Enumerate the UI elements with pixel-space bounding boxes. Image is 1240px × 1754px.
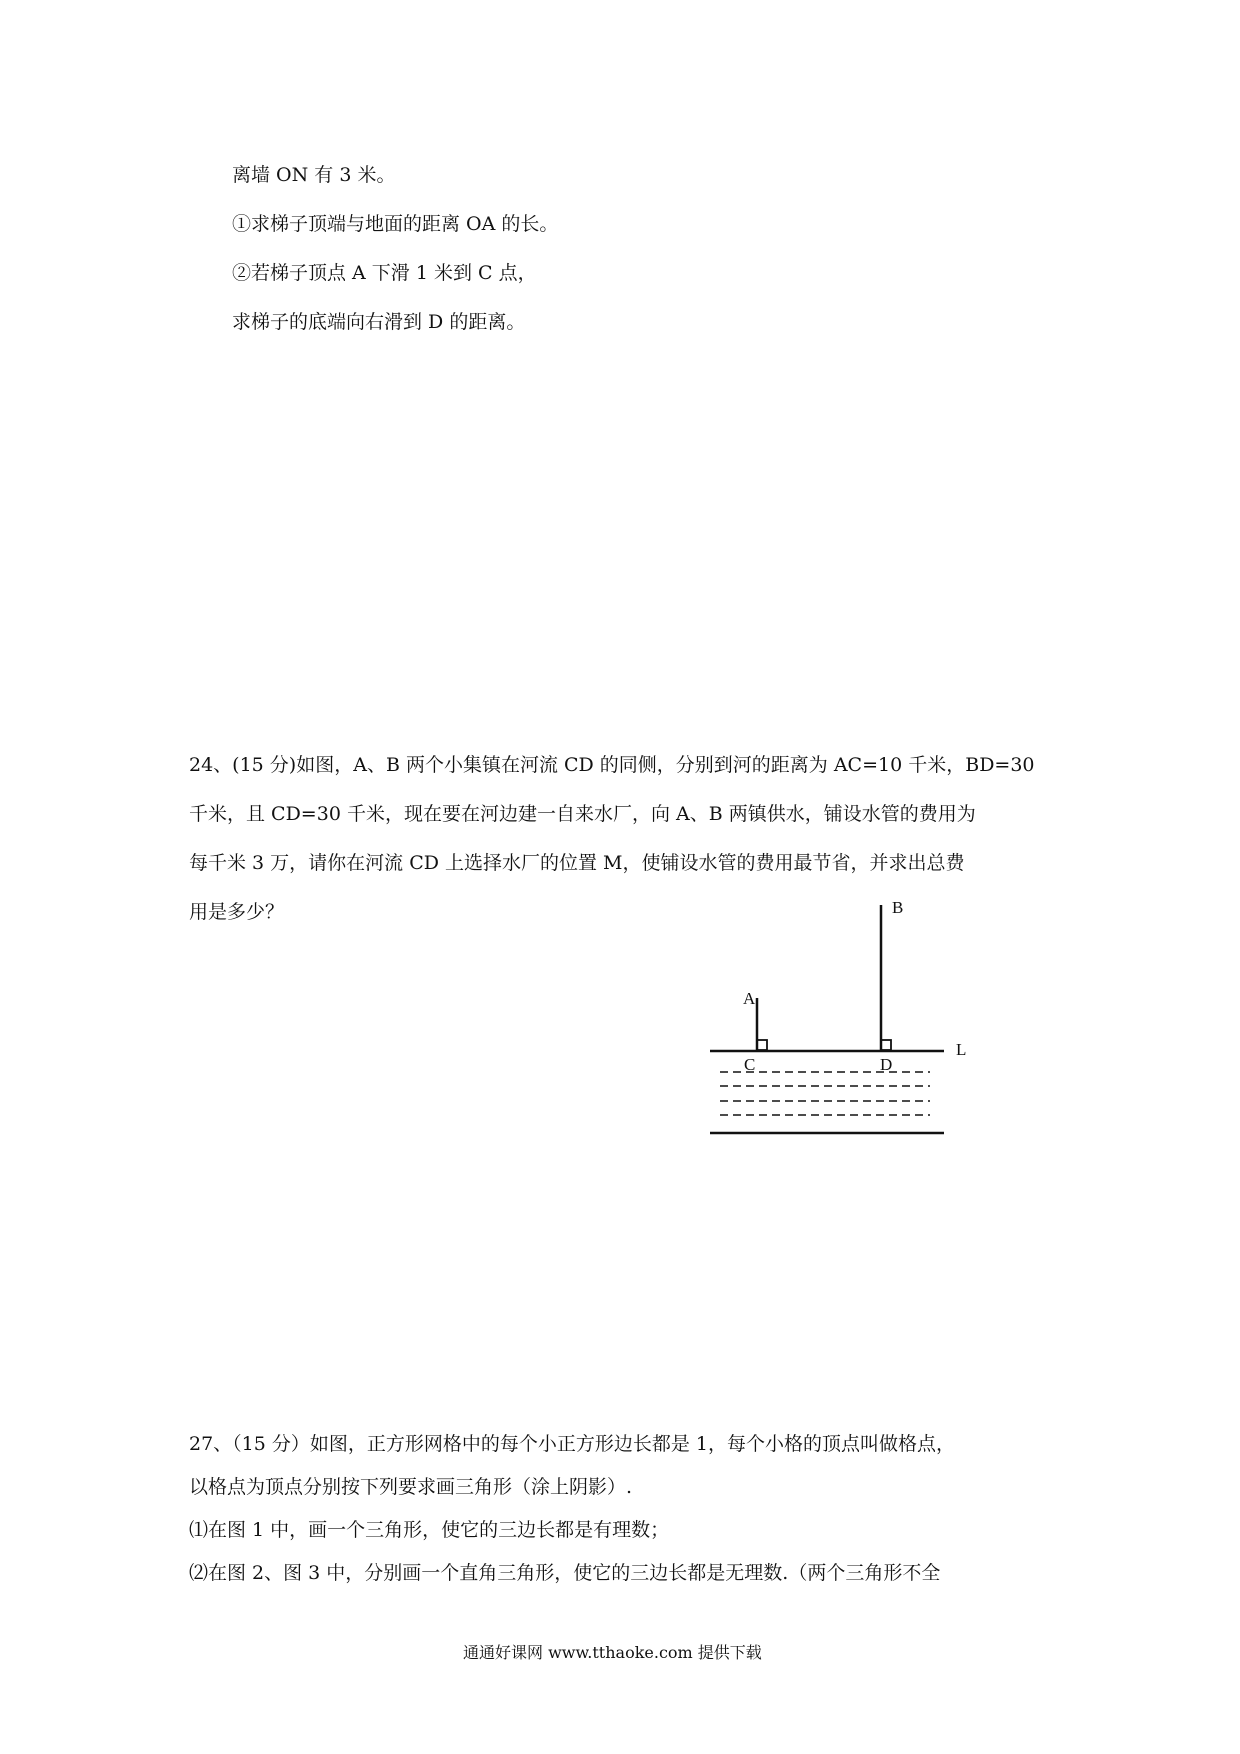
label-b: B: [892, 898, 904, 917]
q27-line-3: ⑴在图 1 中，画一个三角形，使它的三边长都是有理数；: [189, 1519, 670, 1541]
q23-line-1: 离墙 ON 有 3 米。: [232, 164, 396, 186]
q24-figure: [690, 890, 1020, 1150]
q24-line-1: 24、(15 分)如图，A、B 两个小集镇在河流 CD 的同侧，分别到河的距离为 AC=10 千米，BD=30: [189, 754, 1035, 776]
page-footer: 通通好课网 www.tthaoke.com 提供下载: [463, 1643, 762, 1662]
q23-line-2: ①求梯子顶端与地面的距离 OA 的长。: [232, 213, 559, 235]
q27-line-1: 27、（15 分）如图，正方形网格中的每个小正方形边长都是 1，每个小格的顶点叫做格点，: [189, 1433, 956, 1455]
right-angle-c: [757, 1040, 767, 1050]
q24-line-2: 千米，且 CD=30 千米，现在要在河边建一自来水厂，向 A、B 两镇供水，铺设水管的费用为: [189, 803, 976, 825]
q27-line-4: ⑵在图 2、图 3 中，分别画一个直角三角形，使它的三边长都是无理数.（两个三角形不全: [189, 1562, 941, 1584]
right-angle-d: [881, 1040, 891, 1050]
label-c: C: [744, 1055, 756, 1074]
label-a: A: [743, 989, 756, 1008]
q23-line-3: ②若梯子顶点 A 下滑 1 米到 C 点，: [232, 262, 537, 284]
q27-line-2: 以格点为顶点分别按下列要求画三角形（涂上阴影）.: [189, 1476, 633, 1498]
q24-line-3: 每千米 3 万，请你在河流 CD 上选择水厂的位置 M，使铺设水管的费用最节省，并求出总费: [189, 852, 965, 874]
q23-line-4: 求梯子的底端向右滑到 D 的距离。: [232, 311, 526, 333]
label-l: L: [956, 1040, 967, 1059]
label-d: D: [880, 1055, 893, 1074]
q24-line-4: 用是多少？: [189, 901, 285, 923]
